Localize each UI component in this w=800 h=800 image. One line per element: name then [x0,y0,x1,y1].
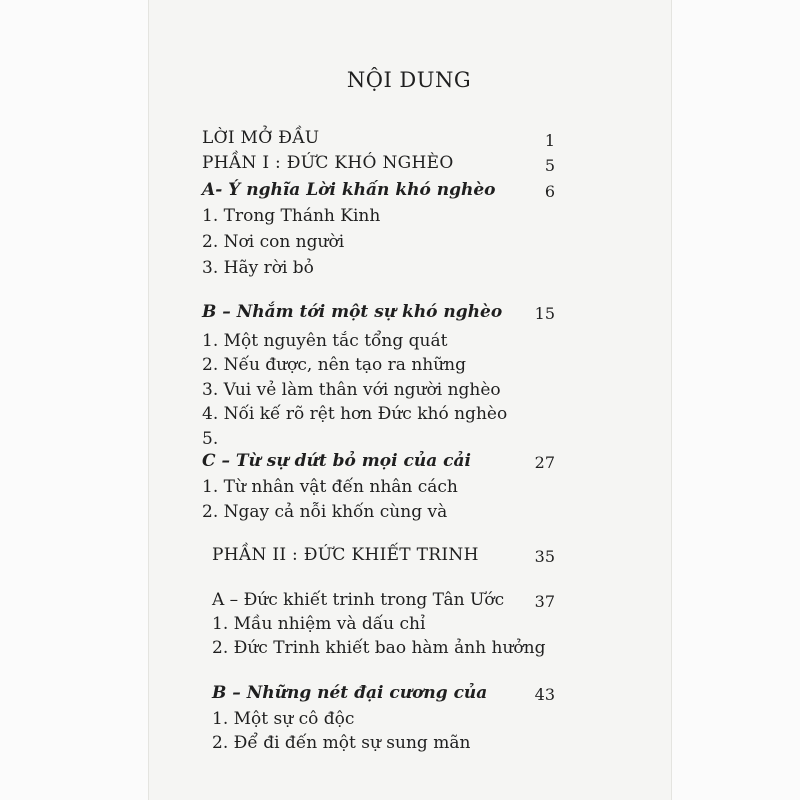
toc-entry [0,206,800,230]
toc-entry-label: 2. Ngay cả nỗi khốn cùng và [202,502,448,522]
toc-entry-label: 1. Mầu nhiệm và dấu chỉ [212,614,426,634]
toc-entry-label: PHẦN II : ĐỨC KHIẾT TRINH [212,545,479,565]
toc-entry [0,590,800,614]
toc-entry-page: 1 [544,131,555,150]
toc-entry [0,638,800,662]
toc-entry-label: 1. Một sự cô độc [212,709,355,729]
toc-entry-page: 43 [534,685,555,704]
toc-entry-page: 5 [544,156,555,175]
toc-title: NỘI DUNG [346,68,472,92]
toc-entry [0,614,800,638]
toc-entry-label: 2. Để đi đến một sự sung mãn [212,733,471,753]
toc-entry-label: 1. Một nguyên tắc tổng quát [202,331,448,351]
toc-entry-label: C – Từ sự dứt bỏ mọi của cải [202,451,471,471]
toc-entry-label: 1. Trong Thánh Kinh [202,206,381,226]
toc-entry-page: 15 [534,304,555,323]
toc-entry [0,232,800,256]
toc-entry [0,302,800,326]
toc-entry [0,429,800,453]
toc-entry-label: 4. Nối kế rõ rệt hơn Đức khó nghèo [202,404,508,424]
toc-entry-label: A- Ý nghĩa Lời khấn khó nghèo [202,180,496,200]
toc-entry-label: A – Đức khiết trinh trong Tân Ước [212,590,505,610]
toc-entry-page: 37 [534,592,555,611]
toc-entry-page: 27 [534,453,555,472]
toc-entry [0,380,800,404]
toc-entry-label: LỜI MỞ ĐẦU [202,128,320,148]
toc-entry-label: B – Những nét đại cương của [212,683,488,703]
toc-entry-label: 2. Đức Trinh khiết bao hàm ảnh hưởng [212,638,546,658]
toc-entry-label: 2. Nơi con người [202,232,345,252]
toc-entry-label: 1. Từ nhân vật đến nhân cách [202,477,458,497]
toc-entry [0,153,800,177]
toc-entry [0,477,800,501]
toc-entry-label: 2. Nếu được, nên tạo ra những [202,355,467,375]
toc-entry [0,451,800,475]
toc-entry-label: B – Nhắm tới một sự khó nghèo [202,302,503,322]
toc-entry [0,355,800,379]
toc-entry [0,258,800,282]
toc-entry-page: 35 [534,547,555,566]
toc-entry [0,502,800,526]
toc-entry [0,709,800,733]
toc-entry [0,331,800,355]
toc-entry-label: PHẦN I : ĐỨC KHÓ NGHÈO [202,153,454,173]
toc-entry [0,180,800,204]
toc-entry [0,128,800,152]
toc-entry-page: 6 [544,182,555,201]
toc-entry [0,733,800,757]
toc-entry-label: 5. [202,429,219,449]
toc-entry [0,683,800,707]
toc-entry [0,545,800,569]
toc-entry [0,404,800,428]
toc-entry-label: 3. Vui vẻ làm thân với người nghèo [202,380,501,400]
toc-entry-label: 3. Hãy rời bỏ [202,258,314,278]
